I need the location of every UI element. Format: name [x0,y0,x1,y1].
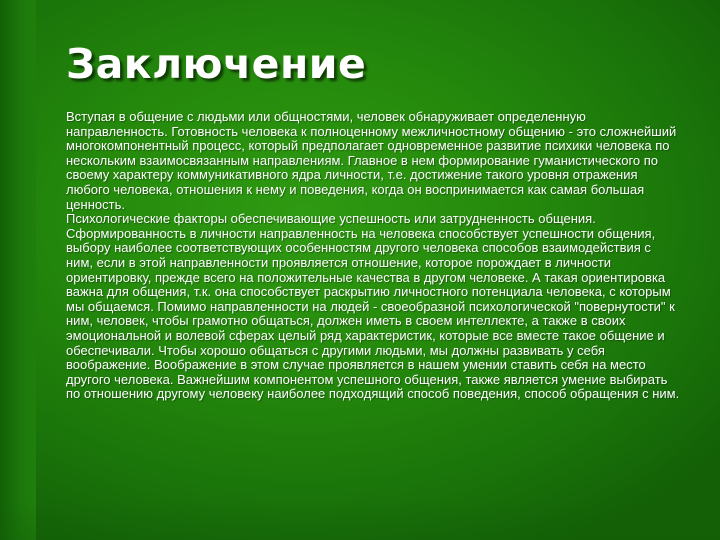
body-paragraph-1: Вступая в общение с людьми или общностями, человек обнаруживает определенную направленность. Готовность человека к полноценному межличностному общению - это сложнейший многокомпонентный процесс, который предполагает одновременное развитие психики человека по нескольким взаимосвязанным направлениям. Главное в нем формирование гуманистического по своему характеру коммуникативного ядра личности, т.е. достижение такого уровня отражения любого человека, отношения к нему и поведения, когда он воспринимается как самая большая ценность. [66,109,677,212]
left-decorative-stripe [0,0,36,540]
body-paragraph-2: Психологические факторы обеспечивающие успешность или затрудненность общения. Сформированность в личности направленность на человека способствует успешности общения, выбору наиболее соответствующих особенностям другого человека способов взаимодействия с ним, если в этой направленности проявляется отношение, которое порождает в личности ориентировку, прежде всего на положительные качества в другом человеке. А такая ориентировка важна для общения, т.к. она способствует раскрытию личностного потенциала человека, с которым мы общаемся. Помимо направленности на людей - своеобразной психологической "повернутости" к ним, человек, чтобы грамотно общаться, должен иметь в своем интеллекте, а также в своих эмоциональной и волевой сферах целый ряд характеристик, которые все вместе такое общение и обеспечивали. Чтобы хорошо общаться с другими людьми, мы должны развивать у себя воображение. Воображение в этом случае проявляется в нашем умении ставить себя на место другого человека. Важнейшим компонентом успешного общения, также является умение выбирать по отношению другому человеку наиболее подходящий способ поведения, способ обращения с ним. [66,211,680,402]
bottom-decorative-band [0,500,720,540]
slide-body [66,110,680,402]
slide-title: Заключение [66,40,367,88]
